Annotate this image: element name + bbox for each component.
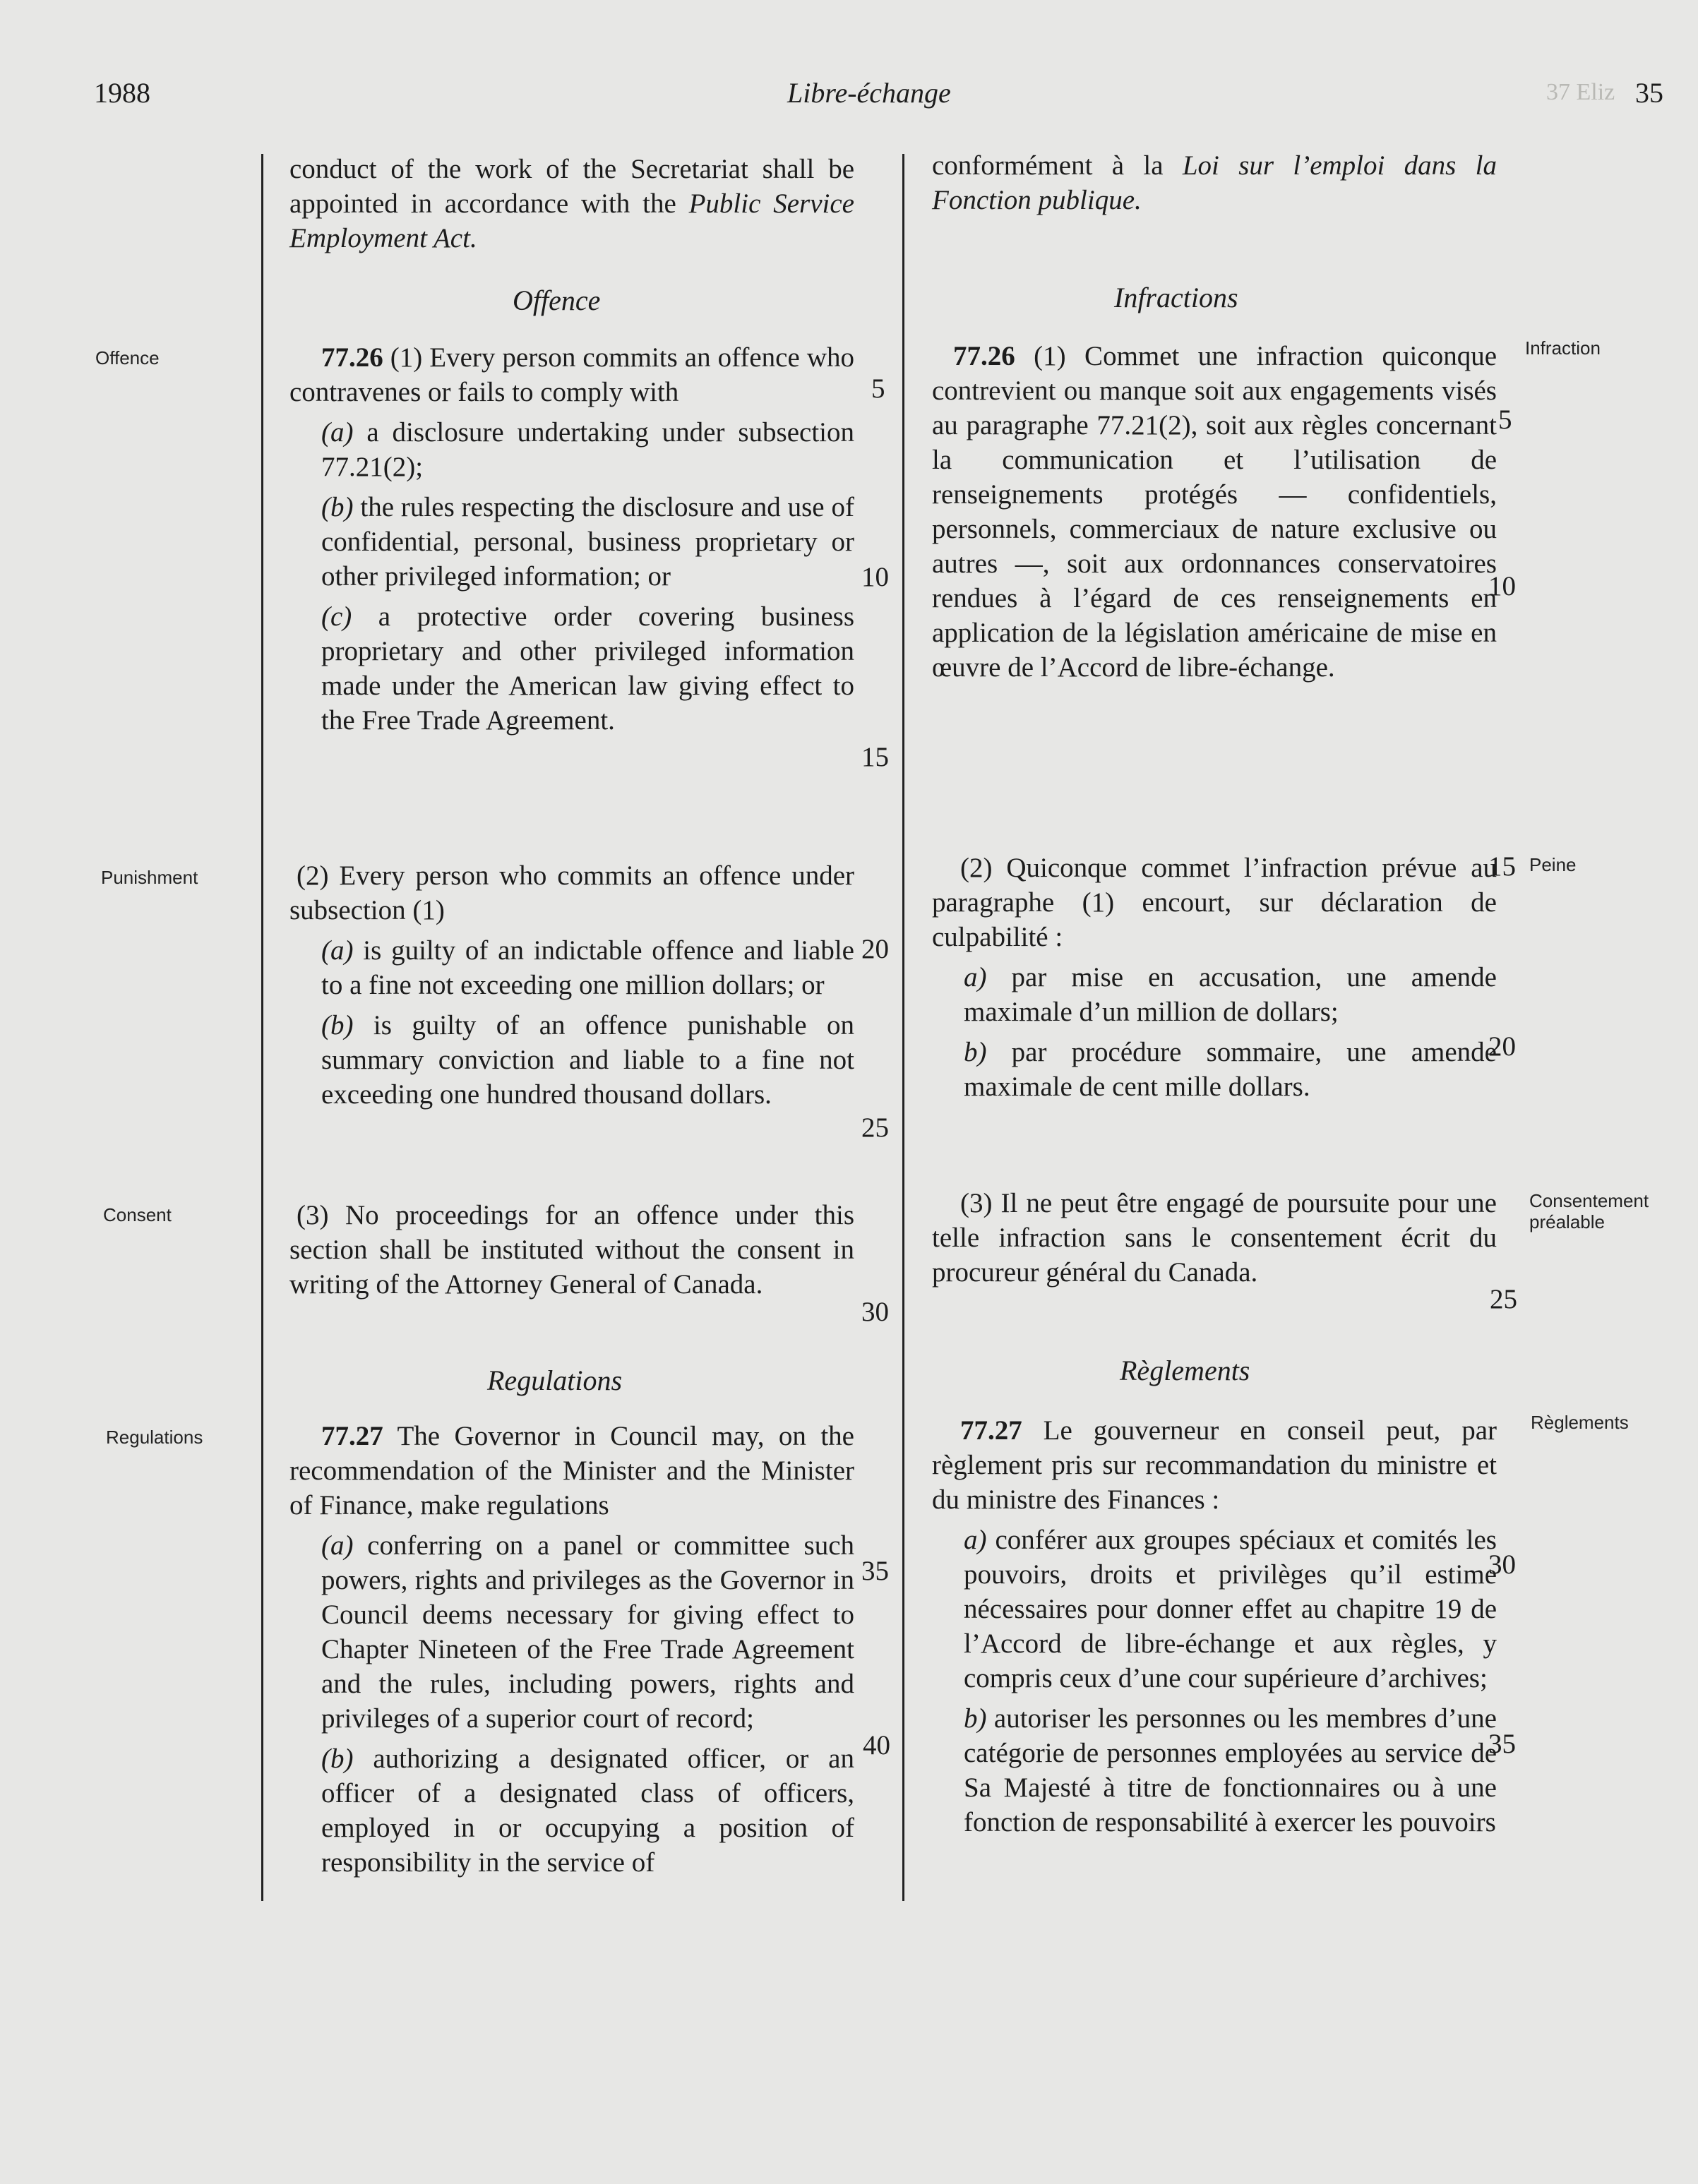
heading-regulations: Regulations (487, 1364, 623, 1396)
para-label: a) (964, 1525, 987, 1555)
para-text: is guilty of an indictable offence and liable to a fine not exceeding one million dollars; or (321, 935, 854, 1000)
bleed-through-mark: 37 Eliz (1546, 79, 1615, 105)
margin-note-consentement: Consentement préalable (1529, 1190, 1649, 1232)
heading-offence: Offence (513, 284, 601, 316)
para-text: the rules respecting the disclosure and use of confidential, personal, business proprietary or other privileged information; or (321, 492, 854, 592)
section-number: 77.27 (321, 1421, 383, 1451)
french-section-77-26-3 (932, 1186, 1497, 1290)
section-text: (1) Every person commits an offence who contravenes or fails to comply with (289, 342, 854, 407)
header-page-number: 35 (1635, 77, 1663, 109)
margin-note-punishment: Punishment (101, 867, 198, 888)
section-text: The Governor in Council may, on the recommendation of the Minister and the Minister of Finance, make regulations (289, 1421, 854, 1520)
french-section-77-26-2 (932, 851, 1497, 1104)
section-text: Le gouverneur en conseil peut, par règlement pris sur recommandation du ministre et du ministre des Finances : (932, 1415, 1497, 1515)
margin-note-infraction: Infraction (1525, 337, 1601, 359)
section-text: (3) Il ne peut être engagé de poursuite pour une telle infraction sans le consentement écrit du procureur général du Canada. (932, 1188, 1497, 1288)
heading-infractions: Infractions (1114, 282, 1238, 313)
para-label: (a) (321, 935, 354, 966)
english-intro (289, 152, 854, 256)
margin-note-offence: Offence (95, 347, 160, 368)
para-text: a disclosure undertaking under subsection 77.21(2); (321, 417, 854, 482)
line-number: 25 (1490, 1284, 1517, 1314)
para-text: authorizing a designated officer, or an officer of a designated class of officers, employed in or occupying a position of responsibility in the service of (321, 1744, 854, 1878)
french-section-77-27 (932, 1413, 1497, 1840)
para-label: (b) (321, 492, 354, 522)
para-label: (c) (321, 601, 352, 632)
para-text: conférer aux groupes spéciaux et comités les pouvoirs, droits et privilèges qu’il estime nécessaires pour donner effet au chapitre 19 de l’Accord de libre-échange et aux règles, y compris ceux d’une cour supérieure d’archives; (964, 1525, 1497, 1693)
english-intro-text: conduct of the work of the Secretariat shall be appointed in accordance with the (289, 154, 854, 219)
para-text: conferring on a panel or committee such powers, rights and privileges as the Governor in Council deems necessary for giving effect to Chapter Nineteen of the Free Trade Agreement and the rules, including powers, rights and privileges of a superior court of record; (321, 1530, 854, 1734)
margin-note-reglements: Règlements (1531, 1412, 1629, 1433)
english-section-77-26-1 (289, 340, 854, 738)
french-section-77-26-1 (932, 339, 1497, 685)
header-title: Libre-échange (787, 77, 951, 109)
para-text: is guilty of an offence punishable on summary conviction and liable to a fine not exceeding one hundred thousand dollars. (321, 1010, 854, 1110)
para-text: par procédure sommaire, une amende maximale de cent mille dollars. (964, 1037, 1497, 1102)
line-number: 20 (1488, 1031, 1516, 1062)
line-number: 40 (863, 1730, 890, 1760)
para-label: (b) (321, 1010, 354, 1040)
center-column-rule (902, 154, 904, 1901)
para-label: (a) (321, 417, 354, 448)
line-number: 20 (861, 934, 889, 964)
english-section-77-26-2 (289, 858, 854, 1112)
line-number: 10 (1488, 571, 1516, 601)
section-number: 77.26 (321, 342, 383, 373)
para-label: (b) (321, 1744, 354, 1774)
margin-note-regulations: Regulations (106, 1427, 203, 1448)
left-column-rule (261, 154, 263, 1901)
line-number: 35 (861, 1556, 889, 1586)
section-text: (2) Quiconque commet l’infraction prévue au paragraphe (1) encourt, sur déclaration de culpabilité : (932, 853, 1497, 952)
line-number: 10 (861, 562, 889, 592)
para-label: b) (964, 1037, 987, 1067)
para-label: a) (964, 962, 987, 992)
margin-note-consent: Consent (103, 1204, 172, 1225)
line-number: 5 (871, 373, 885, 404)
line-number: 35 (1488, 1729, 1516, 1759)
french-intro-text: conformément à la (932, 150, 1183, 181)
para-text: autoriser les personnes ou les membres d’une catégorie de personnes employées au service de Sa Majesté à titre de fonctionnaires ou à une fonction de responsabilité à exercer les pouvoirs (964, 1703, 1497, 1837)
french-intro-act: Loi sur l’emploi dans la Fonction publique. (932, 150, 1497, 215)
heading-reglements: Règlements (1120, 1355, 1250, 1386)
section-text: (1) Commet une infraction quiconque contrevient ou manque soit aux engagements visés au paragraphe 77.21(2), soit aux règles concernant la communication et l’utilisation de renseignements protégés — confidentiels, personnels, commerciaux de nature exclusive ou autres —, soit aux ordonnances conservatoires rendues à l’égard de ces renseignements en application de la législation américaine de mise en œuvre de l’Accord de libre-échange. (932, 341, 1497, 683)
section-text: (2) Every person who commits an offence under subsection (1) (289, 860, 854, 925)
section-number: 77.26 (953, 341, 1015, 371)
para-label: b) (964, 1703, 987, 1734)
line-number: 30 (861, 1297, 889, 1327)
para-label: (a) (321, 1530, 354, 1561)
french-intro (932, 148, 1497, 217)
line-number: 5 (1498, 404, 1512, 435)
margin-note-peine: Peine (1529, 854, 1577, 875)
para-text: par mise en accusation, une amende maximale d’un million de dollars; (964, 962, 1497, 1027)
header-year: 1988 (94, 77, 150, 109)
english-section-77-26-3 (289, 1198, 854, 1302)
english-intro-act: Public Service Employment Act. (289, 188, 854, 253)
line-number: 15 (1488, 851, 1516, 882)
section-number: 77.27 (960, 1415, 1022, 1446)
section-text: (3) No proceedings for an offence under this section shall be instituted without the consent in writing of the Attorney General of Canada. (289, 1200, 854, 1300)
line-number: 30 (1488, 1549, 1516, 1580)
line-number: 25 (861, 1112, 889, 1143)
para-text: a protective order covering business proprietary and other privileged information made under the American law giving effect to the Free Trade Agreement. (321, 601, 854, 736)
line-number: 15 (861, 742, 889, 772)
english-section-77-27 (289, 1419, 854, 1880)
